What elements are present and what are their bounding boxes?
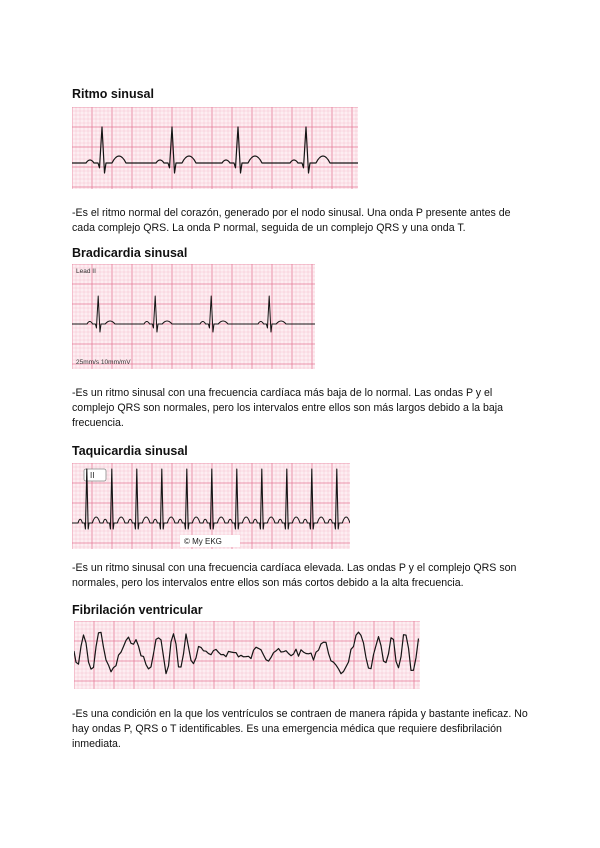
ecg-grid xyxy=(72,107,358,189)
ecg-strip-ventricular-fibrillation xyxy=(74,621,420,689)
ecg-grid xyxy=(72,264,315,369)
section-text-sinus-rhythm: -Es el ritmo normal del corazón, generado por el nodo sinusal. Una onda P presente antes de cada complejo QRS. La onda P normal, seguida de un complejo QRS y una onda T. xyxy=(72,207,511,234)
section-title-ventricular-fibrillation: Fibrilación ventricular xyxy=(72,603,203,617)
ecg-background xyxy=(72,107,358,189)
ecg-grid xyxy=(74,621,420,689)
section-title-sinus-bradycardia: Bradicardia sinusal xyxy=(72,246,188,260)
section-text-ventricular-fibrillation: -Es una condición en la que los ventrículos se contraen de manera rápida y bastante ineficaz. No hay ondas P, QRS o T identificables. Es una emergencia médica que requiere desfibrilación inmediata. xyxy=(72,708,528,750)
ecg-watermark: © My EKG xyxy=(184,537,222,546)
section-title-sinus-rhythm: Ritmo sinusal xyxy=(72,87,154,101)
ecg-strip-sinus-tachycardia xyxy=(72,463,350,549)
ecg-lead-label: Lead II xyxy=(76,268,96,275)
ecg-strip-sinus-bradycardia xyxy=(72,264,315,369)
section-title-sinus-tachycardia: Taquicardia sinusal xyxy=(72,444,188,458)
ecg-lead-label: II xyxy=(90,471,95,480)
section-text-sinus-bradycardia: -Es un ritmo sinusal con una frecuencia cardíaca más baja de lo normal. Las ondas P y el complejo QRS son normales, pero los intervalos entre ellos son más largos debido a la baja frecuencia. xyxy=(72,387,504,429)
ecg-background xyxy=(72,264,315,369)
section-text-sinus-tachycardia: -Es un ritmo sinusal con una frecuencia cardíaca elevada. Las ondas P y el complejo QRS son normales, pero los intervalos entre ellos son más cortos debido a la alta frecuencia. xyxy=(72,562,517,589)
ecg-strip-sinus-rhythm xyxy=(72,107,358,189)
ecg-scale-label: 25mm/s 10mm/mV xyxy=(76,359,131,366)
